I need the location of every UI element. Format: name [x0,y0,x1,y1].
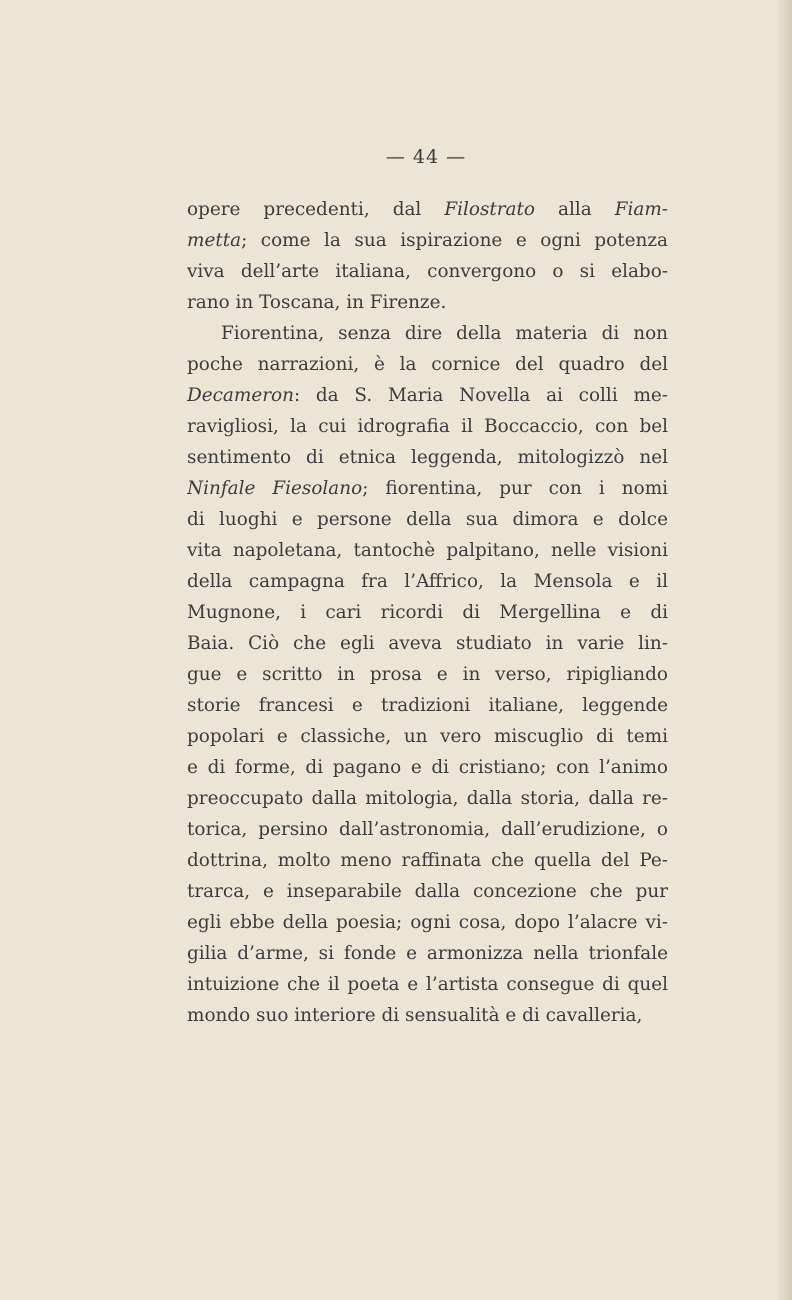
page-edge [778,0,792,1300]
text-line [187,876,668,907]
text-segment: Mugnone, i cari ricordi di Mergellina e di [187,602,668,623]
text-line [187,225,668,256]
text-segment: e di forme, di pagano e di cristiano; con l’animo [187,757,668,778]
body-text [187,194,668,1031]
page-number: — 44 — [385,146,467,168]
text-segment: egli ebbe della poesia; ogni cosa, dopo l’alacre vi- [187,912,668,933]
text-line [187,659,668,690]
text-line [187,721,668,752]
text-line [187,318,668,349]
italic-title: Filostrato [444,199,535,220]
text-line [187,566,668,597]
italic-title: metta [187,230,242,251]
text-segment: viva dell’arte italiana, convergono o si elabo- [187,261,668,282]
text-segment: trarca, e inseparabile dalla concezione che pur [187,881,668,902]
text-line [187,597,668,628]
text-segment: ravigliosi, la cui idrografia il Boccaccio, con bel [187,416,668,437]
text-line [187,690,668,721]
text-segment: poche narrazioni, è la cornice del quadro del [187,354,668,375]
text-segment: della campagna fra l’Affrico, la Mensola e il [187,571,668,592]
text-segment: sentimento di etnica leggenda, mitologizzò nel [187,447,668,468]
text-line [187,349,668,380]
text-line [187,752,668,783]
text-line [187,814,668,845]
text-line [187,938,668,969]
italic-title: Fiam- [614,199,668,220]
text-segment: gilia d’arme, si fonde e armonizza nella trionfale [187,943,668,964]
text-line [187,194,668,225]
text-segment: torica, persino dall’astronomia, dall’erudizione, o [187,819,668,840]
text-line [187,380,668,411]
text-segment: mondo suo interiore di sensualità e di cavalleria, [187,1005,643,1026]
text-line [187,504,668,535]
text-segment: popolari e classiche, un vero miscuglio di temi [187,726,668,747]
text-segment: alla [535,199,615,220]
text-line [187,783,668,814]
text-segment: Baia. Ciò che egli aveva studiato in varie lin- [187,633,668,654]
text-segment: : da S. Maria Novella ai colli me- [293,385,668,406]
text-segment: intuizione che il poeta e l’artista consegue di quel [187,974,668,995]
text-line [187,287,668,318]
text-line [187,628,668,659]
italic-title: Ninfale Fiesolano [187,478,363,499]
text-segment: ; come la sua ispirazione e ogni potenza [241,230,668,251]
text-segment: dottrina, molto meno raffinata che quella del Pe- [187,850,668,871]
text-line [187,442,668,473]
text-segment: di luoghi e persone della sua dimora e dolce [187,509,668,530]
text-segment: opere precedenti, dal [187,199,445,220]
text-line [187,473,668,504]
text-segment: gue e scritto in prosa e in verso, ripigliando [187,664,668,685]
text-line [187,535,668,566]
text-segment: Fiorentina, senza dire della materia di non [221,323,668,344]
text-segment: preoccupato dalla mitologia, dalla storia, dalla re- [187,788,668,809]
text-line [187,969,668,1000]
italic-title: Decameron [187,385,294,406]
text-segment: rano in Toscana, in Firenze. [187,292,447,313]
text-line [187,845,668,876]
text-segment: storie francesi e tradizioni italiane, leggende [187,695,668,716]
text-line [187,1000,668,1031]
text-line [187,411,668,442]
text-segment: vita napoletana, tantochè palpitano, nelle visioni [187,540,668,561]
text-segment: ; fiorentina, pur con i nomi [362,478,668,499]
text-line [187,907,668,938]
text-line [187,256,668,287]
